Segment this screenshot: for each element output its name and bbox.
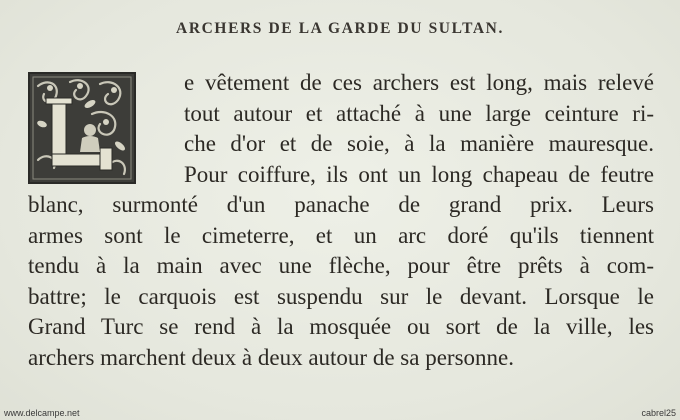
watermark-left: www.delcampe.net <box>4 408 80 418</box>
text-line-content: tendu à la main avec une flèche, pour être prêts à com- <box>28 253 654 278</box>
text-line-content: battre; le carquois est suspendu sur le devant. Lorsque le <box>28 283 654 309</box>
body-paragraph <box>28 68 654 373</box>
text-line <box>28 282 654 313</box>
watermark-right: cabrel25 <box>641 408 676 418</box>
text-line <box>28 312 654 343</box>
text-line-content: tout autour et attaché à une large ceinture ri- <box>184 100 654 126</box>
text-line <box>28 160 654 191</box>
text-line-content: e vêtement de ces archers est long, mais relevé <box>184 70 654 95</box>
page-title: ARCHERS DE LA GARDE DU SULTAN. <box>176 20 504 37</box>
text-line-content: armes sont le cimeterre, et un arc doré qu'ils tiennent <box>28 222 654 248</box>
text-line-content: che d'or et de soie, à la manière mauresque. <box>184 131 654 156</box>
text-line <box>28 129 654 160</box>
text-line-content: Pour coiffure, ils ont un long chapeau de feutre <box>184 161 654 187</box>
text-line <box>28 99 654 130</box>
text-line <box>28 68 654 99</box>
text-line <box>28 190 654 221</box>
text-line <box>28 221 654 252</box>
text-line-content: Grand Turc se rend à la mosquée ou sort de la ville, les <box>28 314 654 339</box>
text-line <box>28 251 654 282</box>
text-line-content: archers marchent deux à deux autour de sa personne. <box>28 344 514 370</box>
text-line <box>28 343 654 374</box>
text-line-content: blanc, surmonté d'un panache de grand prix. Leurs <box>28 192 654 217</box>
